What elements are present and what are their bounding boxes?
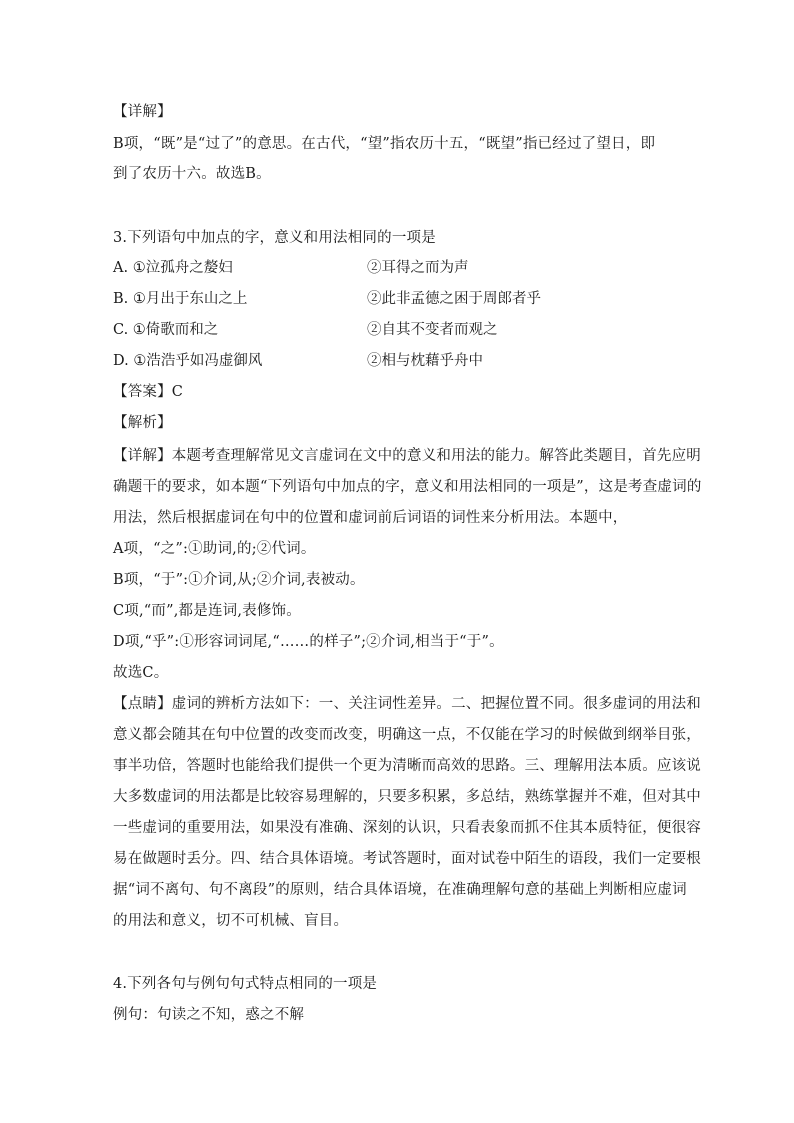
- tips-line: 意义都会随其在句中位置的改变而改变，明确这一点，不仅能在学习的时候做到纲举目张，: [113, 727, 701, 743]
- detail-line: 用法，然后根据虚词在句中的位置和虚词前后词语的词性来分析用法。本题中，: [113, 510, 628, 526]
- option-d-right: ②相与枕藉乎舟中: [367, 353, 483, 369]
- item-line: 故选C。: [113, 665, 169, 681]
- tips-line: 易在做题时丢分。四、结合具体语境。考试答题时，面对试卷中陌生的语段，我们一定要根: [113, 851, 701, 867]
- tips-line: 【点睛】虚词的辨析方法如下：一、关注词性差异。二、把握位置不同。很多虚词的用法和: [113, 696, 701, 712]
- tips-line: 一些虚词的重要用法，如果没有准确、深刻的认识，只看表象而抓不住其本质特征，便很容: [113, 820, 701, 836]
- analysis-heading: 【解析】: [113, 415, 172, 431]
- option-b-right: ②此非孟德之困于周郎者乎: [367, 291, 541, 307]
- item-line: A项，“之”:①助词,的;②代词。: [113, 541, 316, 557]
- option-d-left: D. ①浩浩乎如冯虚御风: [113, 353, 263, 369]
- item-line: D项,“乎”:①形容词词尾,“……的样子”;②介词,相当于“于”。: [113, 634, 504, 650]
- option-c-right: ②自其不变者而观之: [367, 322, 498, 338]
- detail-heading: 【详解】: [113, 104, 172, 120]
- question-3: 3.下列语句中加点的字，意义和用法相同的一项是: [113, 230, 436, 246]
- paragraph-line: B项，“既”是“过了”的意思。在古代，“望”指农历十五，“既望”指已经过了望日，即: [113, 136, 656, 152]
- tips-line: 大多数虚词的用法都是比较容易理解的，只要多积累，多总结，熟练掌握并不难，但对其中: [113, 789, 701, 805]
- tips-line: 的用法和意义，切不可机械、盲目。: [113, 913, 349, 929]
- tips-line: 据“词不离句、句不离段”的原则，结合具体语境，在准确理解句意的基础上判断相应虚词: [113, 882, 687, 898]
- example-sentence: 例句：句读之不知，惑之不解: [113, 1007, 305, 1023]
- paragraph-line: 到了农历十六。故选B。: [113, 166, 271, 182]
- item-line: B项，“于”:①介词,从;②介词,表被动。: [113, 572, 365, 588]
- answer-line: 【答案】C: [113, 384, 184, 400]
- item-line: C项,“而”,都是连词,表修饰。: [113, 603, 301, 619]
- option-a-left: A. ①泣孤舟之嫠妇: [113, 260, 233, 276]
- tips-line: 事半功倍，答题时也能给我们提供一个更为清晰而高效的思路。三、理解用法本质。应该说: [113, 758, 701, 774]
- question-4: 4.下列各句与例句句式特点相同的一项是: [113, 976, 378, 992]
- detail-line: 【详解】本题考查理解常见文言虚词在文中的意义和用法的能力。解答此类题目，首先应明: [113, 448, 701, 464]
- detail-line: 确题干的要求，如本题“下列语句中加点的字，意义和用法相同的一项是”，这是考查虚词的: [113, 479, 702, 495]
- option-c-left: C. ①倚歌而和之: [113, 322, 219, 338]
- option-b-left: B. ①月出于东山之上: [113, 291, 248, 307]
- option-a-right: ②耳得之而为声: [367, 260, 469, 276]
